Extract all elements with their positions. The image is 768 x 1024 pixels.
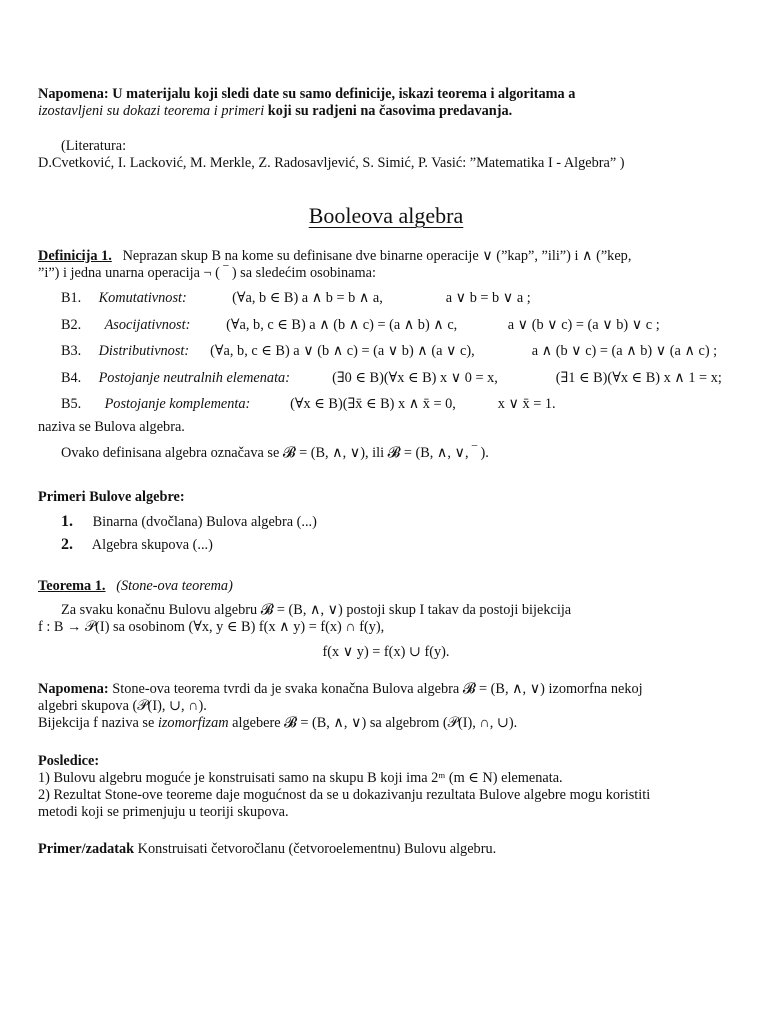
axiom-formula1: (∀a, b ∈ B) a ∧ b = b ∧ a, [232, 290, 383, 306]
axiom-id: B1. [61, 290, 82, 306]
axiom-name: Distributivnost: [98, 343, 190, 359]
theorem-name: (Stone-ova teorema) [116, 577, 233, 594]
axiom-formula2: (∃1 ∈ B)(∀x ∈ B) x ∧ 1 = x; [555, 369, 722, 386]
axiom-row [38, 396, 734, 423]
page-title [38, 204, 734, 228]
task-label: Primer/zadatak [38, 840, 135, 857]
task [38, 841, 734, 858]
axiom-id: B4. [61, 369, 82, 386]
axiom-formula2: a ∨ b = b ∨ a ; [445, 290, 531, 306]
consequences-line3: metodi koji se primenjuju u teoriji skupova. [38, 803, 289, 820]
note-italic-text: izostavljeni su dokazi teorema i primeri [38, 103, 265, 119]
note2-line1-row [38, 681, 734, 698]
page-title-text: Booleova algebra [308, 203, 464, 228]
example-text: Algebra skupova (...) [91, 536, 213, 553]
axiom-formula2: a ∨ (b ∨ c) = (a ∨ b) ∨ c ; [507, 316, 660, 333]
note-label: Napomena: [38, 86, 109, 102]
axiom-id: B2. [61, 316, 82, 333]
task-row [38, 841, 734, 858]
note2-line3-italic: izomorfizam [157, 714, 229, 731]
definition-line2: ”i”) i jedna unarna operacija ¬ ( ‾ ) sa sledećim osobinama: [38, 265, 376, 281]
definition [38, 248, 734, 462]
note2-line3-row [38, 715, 734, 732]
literature-line2: D.Cvetković, I. Lacković, M. Merkle, Z. Radosavljević, S. Simić, P. Vasić: ”Matematika I - Algebra” ) [38, 155, 625, 171]
examples [38, 489, 734, 557]
example-text: Binarna (dvočlana) Bulova algebra (...) [92, 513, 317, 530]
theorem-label: Teorema 1. [38, 577, 106, 594]
note2-label: Napomena: [38, 680, 109, 697]
theorem-line1: Za svaku konačnu Bulovu algebru 𝓑 = (B, ∧, ∨) postoji skup I takav da postoji bijekcija [61, 601, 572, 618]
list-item [38, 511, 734, 534]
axiom-formula1: (∀a, b, c ∈ B) a ∨ (b ∧ c) = (a ∨ b) ∧ (a ∨ c), [210, 343, 475, 359]
axiom-name: Asocijativnost: [104, 316, 191, 333]
axiom-formula2: a ∧ (b ∨ c) = (a ∧ b) ∨ (a ∧ c) ; [531, 343, 718, 359]
axiom-row [38, 370, 734, 397]
axiom-row [38, 317, 734, 344]
axiom-row [38, 290, 734, 317]
note2-line2: algebri skupova (𝒫(I), ∪, ∩). [38, 697, 207, 714]
note-bold-tail: koji su radjeni na časovima predavanja. [267, 103, 513, 119]
task-text: Konstruisati četvoročlanu (četvoroelementnu) Bulovu algebru. [137, 840, 497, 857]
consequences-line2: 2) Rezultat Stone-ove teoreme daje mogućnost da se u dokazivanju rezultata Bulove algebre mogu koristiti [38, 786, 651, 803]
axiom-name: Postojanje neutralnih elemenata: [98, 369, 290, 386]
definition-line1: Neprazan skup B na kome su definisane dve binarne operacije ∨ (”kap”, ”ili”) i ∧ (”kep, [122, 248, 632, 264]
definition-after1: naziva se Bulova algebra. [38, 418, 185, 435]
theorem-line2: f : B → 𝒫(I) sa osobinom (∀x, y ∈ B) f(x ∧ y) = f(x) ∩ f(y), [38, 618, 385, 635]
example-number: 2. [61, 535, 73, 553]
example-number: 1. [61, 512, 73, 530]
consequences-line1: 1) Bulovu algebru moguće je konstruisati samo na skupu B koji ima 2ᵐ (m ∈ N) elemenata. [38, 769, 563, 786]
note2-line3-a: Bijekcija f naziva se [38, 714, 155, 731]
consequences-heading: Posledice: [38, 752, 100, 769]
theorem [38, 578, 734, 661]
definition-text [38, 248, 734, 282]
theorem-line3: f(x ∨ y) = f(x) ∪ f(y). [322, 643, 450, 660]
literature-line1: (Literatura: [61, 138, 127, 154]
axiom-name: Postojanje komplementa: [104, 396, 251, 412]
axiom-formula1: (∃0 ∈ B)(∀x ∈ B) x ∨ 0 = x, [332, 369, 498, 386]
literature [38, 138, 734, 172]
examples-heading: Primeri Bulove algebre: [38, 488, 185, 505]
definition-label: Definicija 1. [38, 248, 112, 264]
axiom-name: Komutativnost: [98, 290, 187, 306]
axiom-id: B5. [61, 396, 82, 412]
definition-after2: Ovako definisana algebra označava se 𝓑 = (B, ∧, ∨), ili 𝓑 = (B, ∧, ∨, ‾ ). [61, 444, 489, 461]
axiom-formula1: (∀a, b, c ∈ B) a ∧ (b ∧ c) = (a ∧ b) ∧ c, [226, 316, 458, 333]
consequences [38, 753, 734, 821]
document-page [38, 86, 734, 858]
axiom-id: B3. [61, 343, 82, 359]
axiom-row [38, 343, 734, 370]
note-top [38, 86, 734, 120]
list-item [38, 534, 734, 557]
axiom-formula1: (∀x ∈ B)(∃x̄ ∈ B) x ∧ x̄ = 0, [290, 396, 456, 412]
note2 [38, 681, 734, 732]
note2-line1: Stone-ova teorema tvrdi da je svaka konačna Bulova algebra 𝓑 = (B, ∧, ∨) izomorfna nekoj [112, 680, 643, 697]
note2-line3-b: algebere 𝓑 = (B, ∧, ∨) sa algebrom (𝒫(I), ∩, ∪). [232, 714, 518, 731]
note-bold-text: U materijalu koji sledi date su samo definicije, iskazi teorema i algoritama a [112, 86, 576, 102]
axiom-formula2: x ∨ x̄ = 1. [497, 396, 556, 412]
theorem-header [38, 578, 734, 595]
